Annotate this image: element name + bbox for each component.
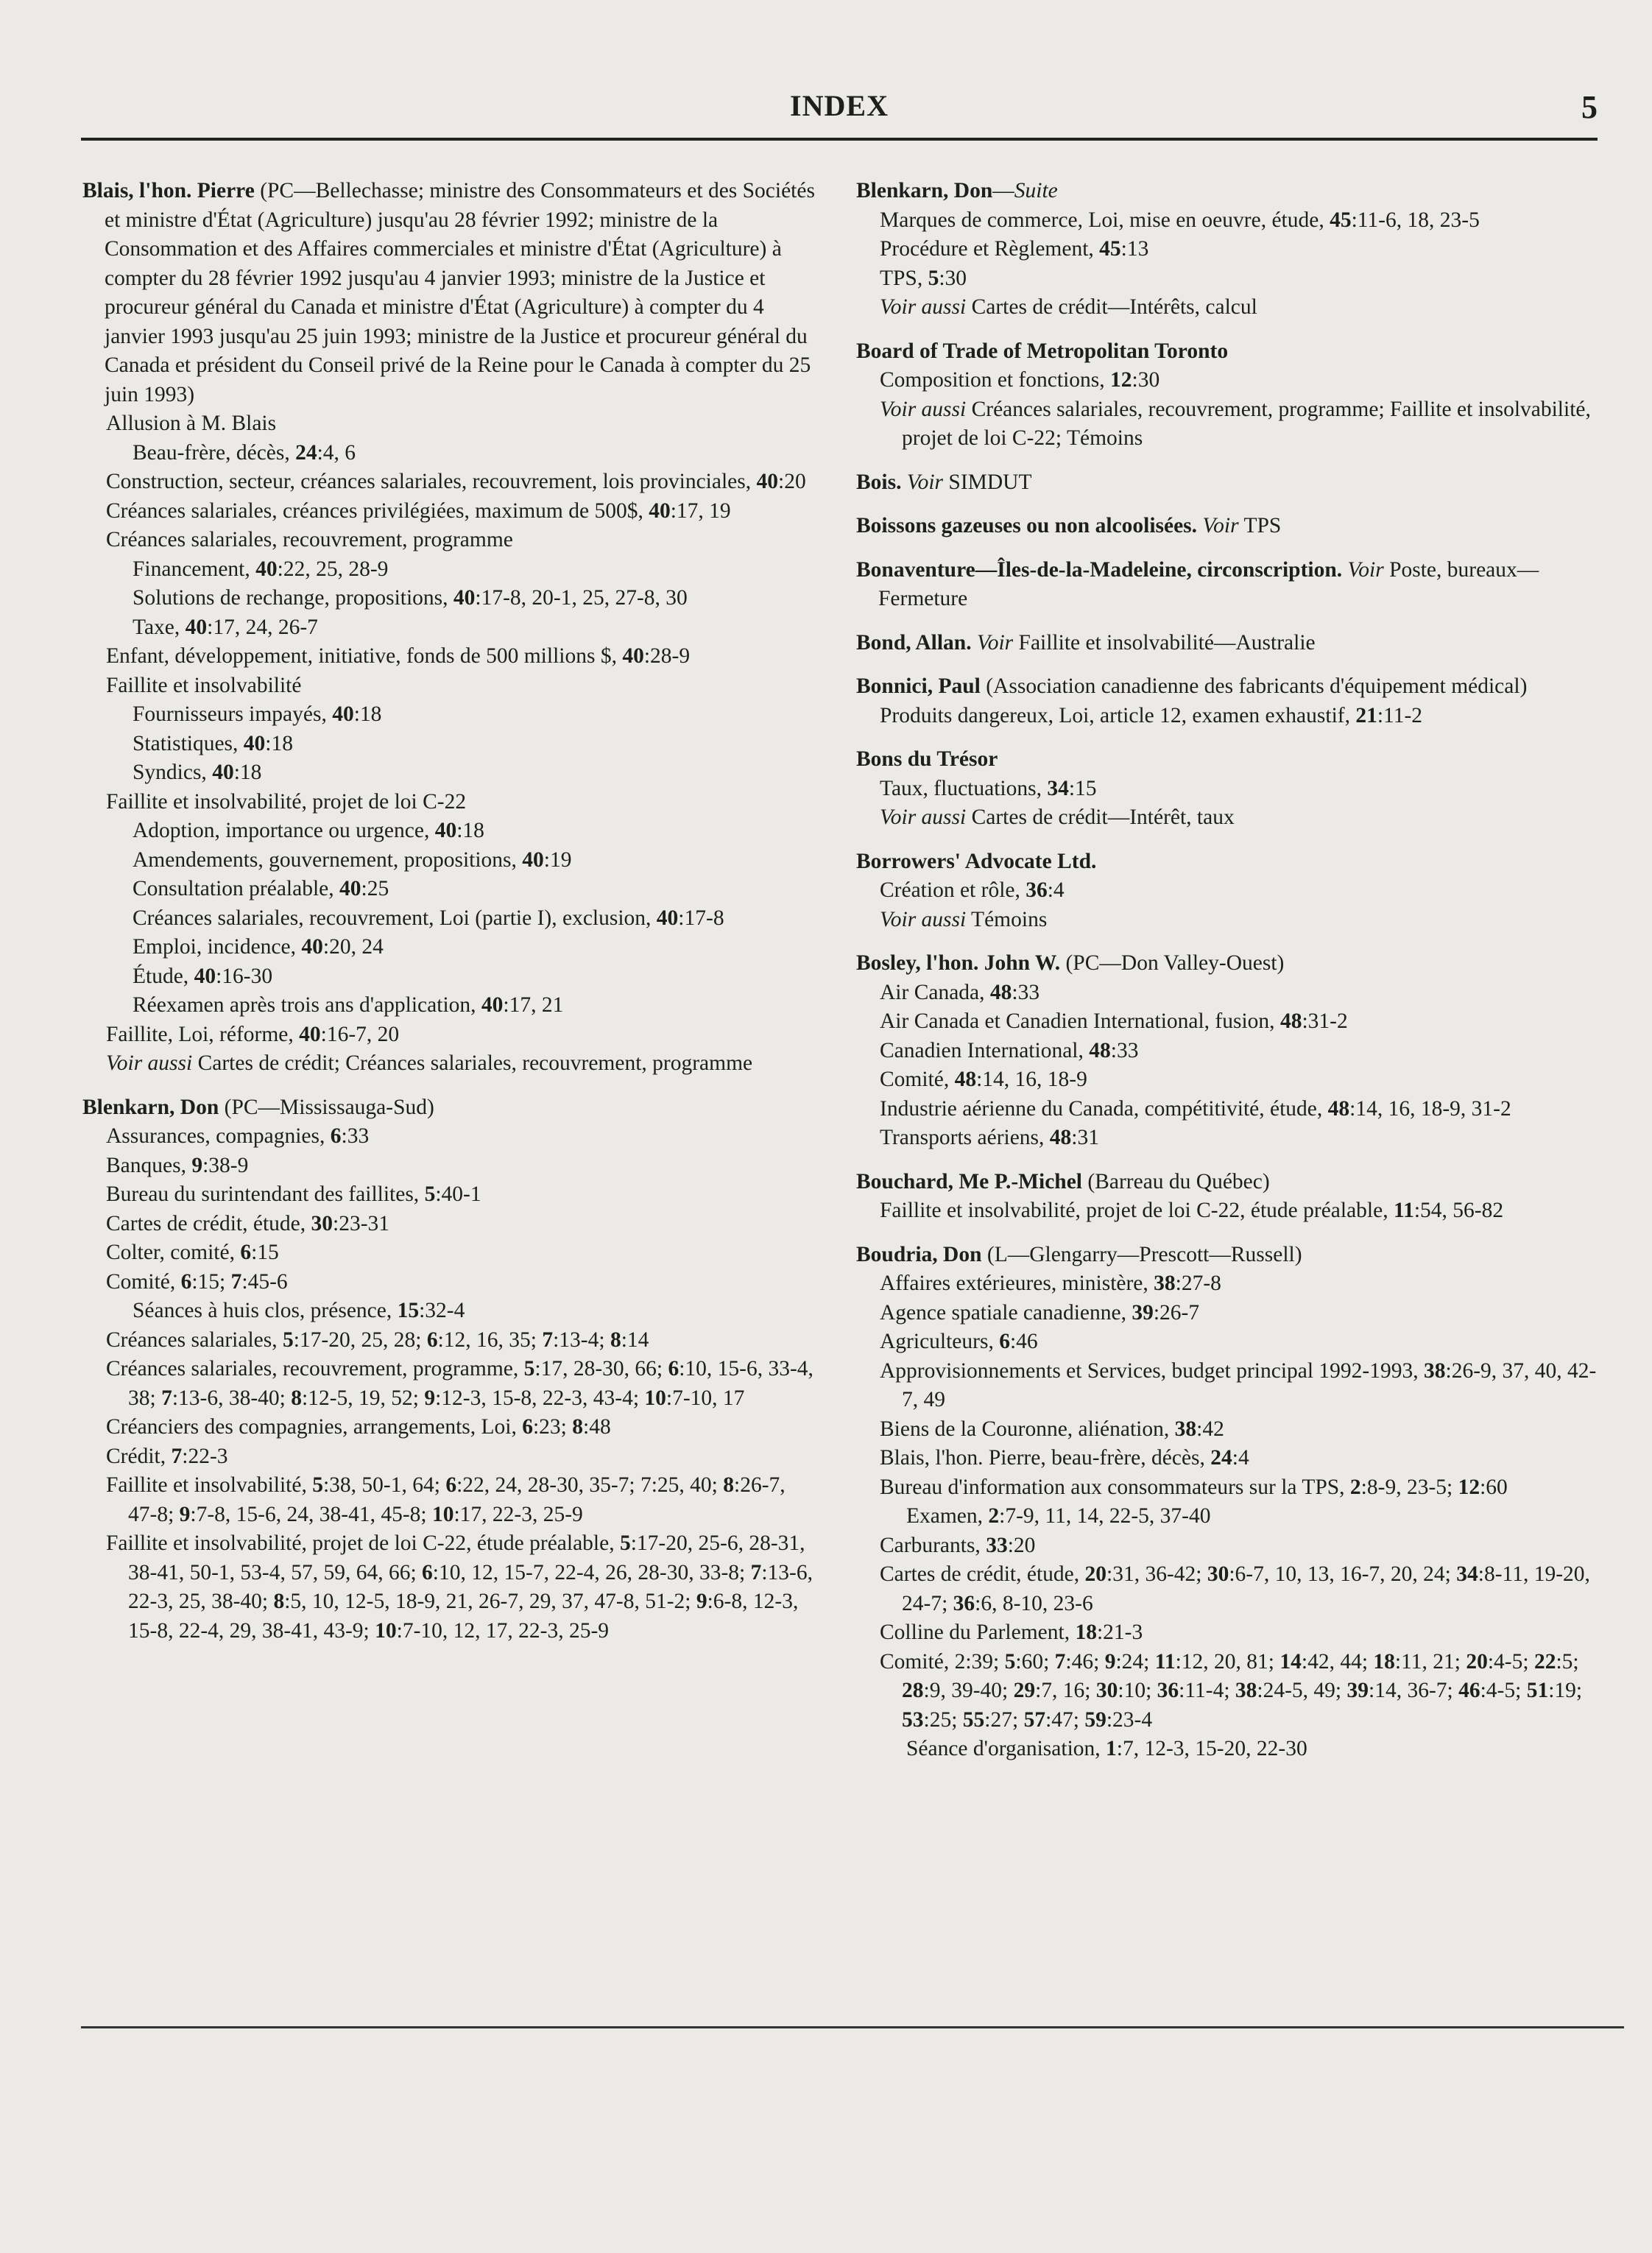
entry-name: Bois. [856, 470, 902, 494]
entry-heading [856, 512, 1600, 541]
subentry: Faillite et insolvabilité, 5:38, 50-1, 64; 6:22, 24, 28-30, 35-7; 7:25, 40; 8:26-7, 47-8; 9:7-8, 15-6, 24, 38-41, 45-8; 10:17, 22-3, 25-9 [106, 1473, 786, 1526]
subentry: Faillite et insolvabilité, projet de loi C-22, étude préalable, 11:54, 56-82 [880, 1199, 1504, 1222]
entry-heading [856, 949, 1600, 979]
subentry: Air Canada, 48:33 [880, 980, 1040, 1004]
entry-description: (Association canadienne des fabricants d'équipement médical) [980, 674, 1528, 698]
subentry: Blais, l'hon. Pierre, beau-frère, décès, 24:4 [880, 1446, 1249, 1470]
left-column [82, 177, 819, 1660]
subentry: Marques de commerce, Loi, mise en oeuvre, étude, 45:11-6, 18, 23-5 [880, 208, 1480, 232]
entry-heading [856, 556, 1600, 614]
entry-name: Bonnici, Paul [856, 674, 981, 698]
subentry: Construction, secteur, créances salariales, recouvrement, lois provinciales, 40:20 [106, 470, 806, 493]
index-entry [856, 672, 1600, 730]
entry-heading [856, 629, 1600, 658]
subentry: Transports aériens, 48:31 [880, 1126, 1099, 1149]
index-entry [856, 337, 1600, 454]
subentry: Colter, comité, 6:15 [106, 1241, 279, 1264]
subentry-level-2: Syndics, 40:18 [133, 761, 262, 784]
subentry-level-2: Amendements, gouvernement, propositions, 40:19 [133, 847, 572, 872]
entry-description: Voir TPS [1202, 514, 1282, 537]
header-rule [81, 138, 1598, 141]
subentry: Faillite, Loi, réforme, 40:16-7, 20 [106, 1022, 400, 1046]
subentry: Approvisionnements et Services, budget principal 1992-1993, 38:26-9, 37, 40, 42-7, 49 [880, 1358, 1597, 1411]
subentry: Créanciers des compagnies, arrangements, Loi, 6:23; 8:48 [106, 1415, 611, 1439]
subentry: Produits dangereux, Loi, article 12, examen exhaustif, 21:11-2 [880, 703, 1423, 727]
subentry-level-2: Étude, 40:16-30 [133, 964, 273, 988]
subentry: Assurances, compagnies, 6:33 [106, 1124, 370, 1148]
subentry: Faillite et insolvabilité [106, 673, 302, 697]
subentry: Bureau du surintendant des faillites, 5:40-1 [106, 1182, 481, 1206]
subentry: Voir aussi Cartes de crédit; Créances salariales, recouvrement, programme [106, 1051, 753, 1075]
entry-description: Voir Poste, bureaux—Fermeture [878, 557, 1539, 610]
subentry: Créances salariales, créances privilégiées, maximum de 500$, 40:17, 19 [106, 498, 731, 523]
subentry-level-2: Réexamen après trois ans d'application, 40:17, 21 [133, 993, 564, 1017]
index-entry [82, 177, 819, 1079]
right-column [856, 177, 1600, 1779]
index-entry [856, 745, 1600, 833]
index-entry [856, 512, 1600, 541]
entry-description: Voir SIMDUT [906, 470, 1032, 494]
subentry: Cartes de crédit, étude, 20:31, 36-42; 30:6-7, 10, 13, 16-7, 20, 24; 34:8-11, 19-20, 24-7; 36:6, 8-10, 23-6 [880, 1562, 1590, 1615]
subentry: Créances salariales, 5:17-20, 25, 28; 6:12, 16, 35; 7:13-4; 8:14 [106, 1328, 649, 1352]
entry-heading [82, 1093, 819, 1123]
footer-rule [81, 2026, 1624, 2028]
entry-heading [856, 1168, 1600, 1197]
entry-name: Bosley, l'hon. John W. [856, 951, 1061, 975]
subentry: Air Canada et Canadien International, fusion, 48:31-2 [880, 1009, 1348, 1033]
entry-heading [856, 745, 1600, 775]
subentry-level-2: Créances salariales, recouvrement, Loi (partie I), exclusion, 40:17-8 [133, 906, 724, 930]
subentry: Affaires extérieures, ministère, 38:27-8 [880, 1272, 1221, 1295]
entry-name: Board of Trade of Metropolitan Toronto [856, 339, 1229, 363]
entry-heading [82, 177, 819, 409]
subentry-level-2: Beau-frère, décès, 24:4, 6 [133, 440, 356, 465]
subentry: Créances salariales, recouvrement, programme [106, 528, 513, 551]
subentry: Industrie aérienne du Canada, compétitivité, étude, 48:14, 16, 18-9, 31-2 [880, 1096, 1511, 1121]
index-entry [856, 1241, 1600, 1764]
entry-heading [856, 672, 1600, 702]
entry-name: Bons du Trésor [856, 747, 998, 771]
entry-name: Borrowers' Advocate Ltd. [856, 849, 1097, 873]
entry-description: (L—Glengarry—Prescott—Russell) [981, 1242, 1302, 1266]
subentry: Taux, fluctuations, 34:15 [880, 776, 1097, 800]
subentry: Faillite et insolvabilité, projet de loi C-22 [106, 789, 467, 814]
entry-name: Blenkarn, Don [82, 1095, 219, 1119]
subentry: Voir aussi Cartes de crédit—Intérêts, calcul [880, 295, 1257, 319]
subentry: Comité, 48:14, 16, 18-9 [880, 1068, 1087, 1091]
entry-description: (PC—Bellechasse; ministre des Consommateurs et des Sociétés et ministre d'État (Agriculture) jusqu'au 28 février 1992; ministre de la Consommation et des Affaires commerciales et ministre d'État (Agriculture) à compter du 28 février 1992 jusqu'au 4 janvier 1993; ministre de la Justice et procureur général du Canada et ministre d'État (Agriculture) à compter du 4 janvier 1993 jusqu'au 25 juin 1993; ministre de la Justice et procureur général du Canada et président du Conseil privé de la Reine pour le Canada à compter du 25 juin 1993) [105, 179, 815, 406]
page-title: INDEX [790, 89, 889, 122]
entry-name: Boissons gazeuses ou non alcoolisées. [856, 514, 1198, 537]
subentry: Cartes de crédit, étude, 30:23-31 [106, 1211, 390, 1235]
subentry: Voir aussi Cartes de crédit—Intérêt, taux [880, 805, 1235, 829]
subentry-level-2: Financement, 40:22, 25, 28-9 [133, 557, 389, 581]
subentry: Allusion à M. Blais [106, 412, 277, 435]
subentry: Agriculteurs, 6:46 [880, 1330, 1038, 1353]
entry-heading [856, 847, 1600, 877]
index-entry [856, 468, 1600, 498]
entry-name: Blais, l'hon. Pierre [82, 179, 255, 202]
subentry: Colline du Parlement, 18:21-3 [880, 1621, 1143, 1644]
subentry: Comité, 2:39; 5:60; 7:46; 9:24; 11:12, 20, 81; 14:42, 44; 18:11, 21; 20:4-5; 22:5; 28:9, 39-40; 29:7, 16; 30:10; 36:11-4; 38:24-5, 49; 39:14, 36-7; 46:4-5; 51:19; 53:25; 55:27; 57:47; 59:23-4 [880, 1649, 1583, 1732]
subentry-level-2: Consultation préalable, 40:25 [133, 877, 389, 900]
entry-heading [856, 1241, 1600, 1270]
index-entry [82, 1093, 819, 1646]
index-entry [856, 1168, 1600, 1226]
entry-heading [856, 177, 1600, 206]
subentry: Canadien International, 48:33 [880, 1038, 1139, 1062]
entry-name: Bond, Allan. [856, 630, 972, 655]
subentry: Comité, 6:15; 7:45-6 [106, 1269, 288, 1294]
entry-description: (PC—Mississauga-Sud) [219, 1095, 434, 1119]
subentry: Voir aussi Témoins [880, 907, 1048, 931]
index-entry [856, 629, 1600, 658]
entry-description: —Suite [992, 179, 1058, 202]
entry-description: (PC—Don Valley-Ouest) [1060, 951, 1285, 975]
subentry: Carburants, 33:20 [880, 1533, 1036, 1557]
entry-name: Blenkarn, Don [856, 179, 993, 202]
subentry: Bureau d'information aux consommateurs sur la TPS, 2:8-9, 23-5; 12:60 [880, 1475, 1508, 1499]
subentry-level-2: Adoption, importance ou urgence, 40:18 [133, 819, 484, 842]
subentry: Composition et fonctions, 12:30 [880, 368, 1160, 392]
entry-heading [856, 468, 1600, 498]
subentry-level-2: Fournisseurs impayés, 40:18 [133, 702, 382, 726]
entry-heading [856, 337, 1600, 367]
subentry: TPS, 5:30 [880, 266, 967, 290]
subentry: Procédure et Règlement, 45:13 [880, 237, 1149, 261]
index-entry [856, 177, 1600, 322]
subentry: Voir aussi Créances salariales, recouvrement, programme; Faillite et insolvabilité, projet de loi C-22; Témoins [880, 397, 1591, 450]
index-entry [856, 556, 1600, 614]
index-entry [856, 847, 1600, 935]
entry-name: Boudria, Don [856, 1242, 982, 1266]
subentry: Crédit, 7:22-3 [106, 1444, 228, 1468]
subentry-level-2: Emploi, incidence, 40:20, 24 [133, 935, 384, 959]
subentry-level-2: Statistiques, 40:18 [133, 731, 293, 755]
running-head [81, 88, 1598, 133]
subentry: Créances salariales, recouvrement, programme, 5:17, 28-30, 66; 6:10, 15-6, 33-4, 38; 7:13-6, 38-40; 8:12-5, 19, 52; 9:12-3, 15-8, 22-3, 43-4; 10:7-10, 17 [106, 1357, 813, 1410]
subentry: Faillite et insolvabilité, projet de loi C-22, étude préalable, 5:17-20, 25-6, 28-31, 38-41, 50-1, 53-4, 57, 59, 64, 66; 6:10, 12, 15-7, 22-4, 26, 28-30, 33-8; 7:13-6, 22-3, 25, 38-40; 8:5, 10, 12-5, 18-9, 21, 26-7, 29, 37, 47-8, 51-2; 9:6-8, 12-3, 15-8, 22-4, 29, 38-41, 43-9; 10:7-10, 12, 17, 22-3, 25-9 [106, 1531, 813, 1643]
index-entry [856, 949, 1600, 1153]
subentry-level-2: Séance d'organisation, 1:7, 12-3, 15-20, 22-30 [906, 1737, 1307, 1760]
entry-description: Voir Faillite et insolvabilité—Australie [976, 630, 1316, 655]
subentry-level-2: Examen, 2:7-9, 11, 14, 22-5, 37-40 [906, 1504, 1211, 1528]
subentry-level-2: Taxe, 40:17, 24, 26-7 [133, 615, 318, 639]
subentry: Banques, 9:38-9 [106, 1153, 249, 1177]
subentry-level-2: Solutions de rechange, propositions, 40:17-8, 20-1, 25, 27-8, 30 [133, 586, 688, 610]
entry-name: Bonaventure—Îles-de-la-Madeleine, circonscription. [856, 557, 1343, 582]
subentry: Biens de la Couronne, aliénation, 38:42 [880, 1417, 1224, 1441]
subentry: Création et rôle, 36:4 [880, 878, 1065, 902]
entry-name: Bouchard, Me P.-Michel [856, 1169, 1082, 1194]
subentry-level-2: Séances à huis clos, présence, 15:32-4 [133, 1299, 465, 1322]
subentry: Agence spatiale canadienne, 39:26-7 [880, 1300, 1200, 1325]
entry-description: (Barreau du Québec) [1081, 1169, 1270, 1194]
subentry: Enfant, développement, initiative, fonds de 500 millions $, 40:28-9 [106, 644, 691, 668]
page-number: 5 [1581, 89, 1598, 125]
